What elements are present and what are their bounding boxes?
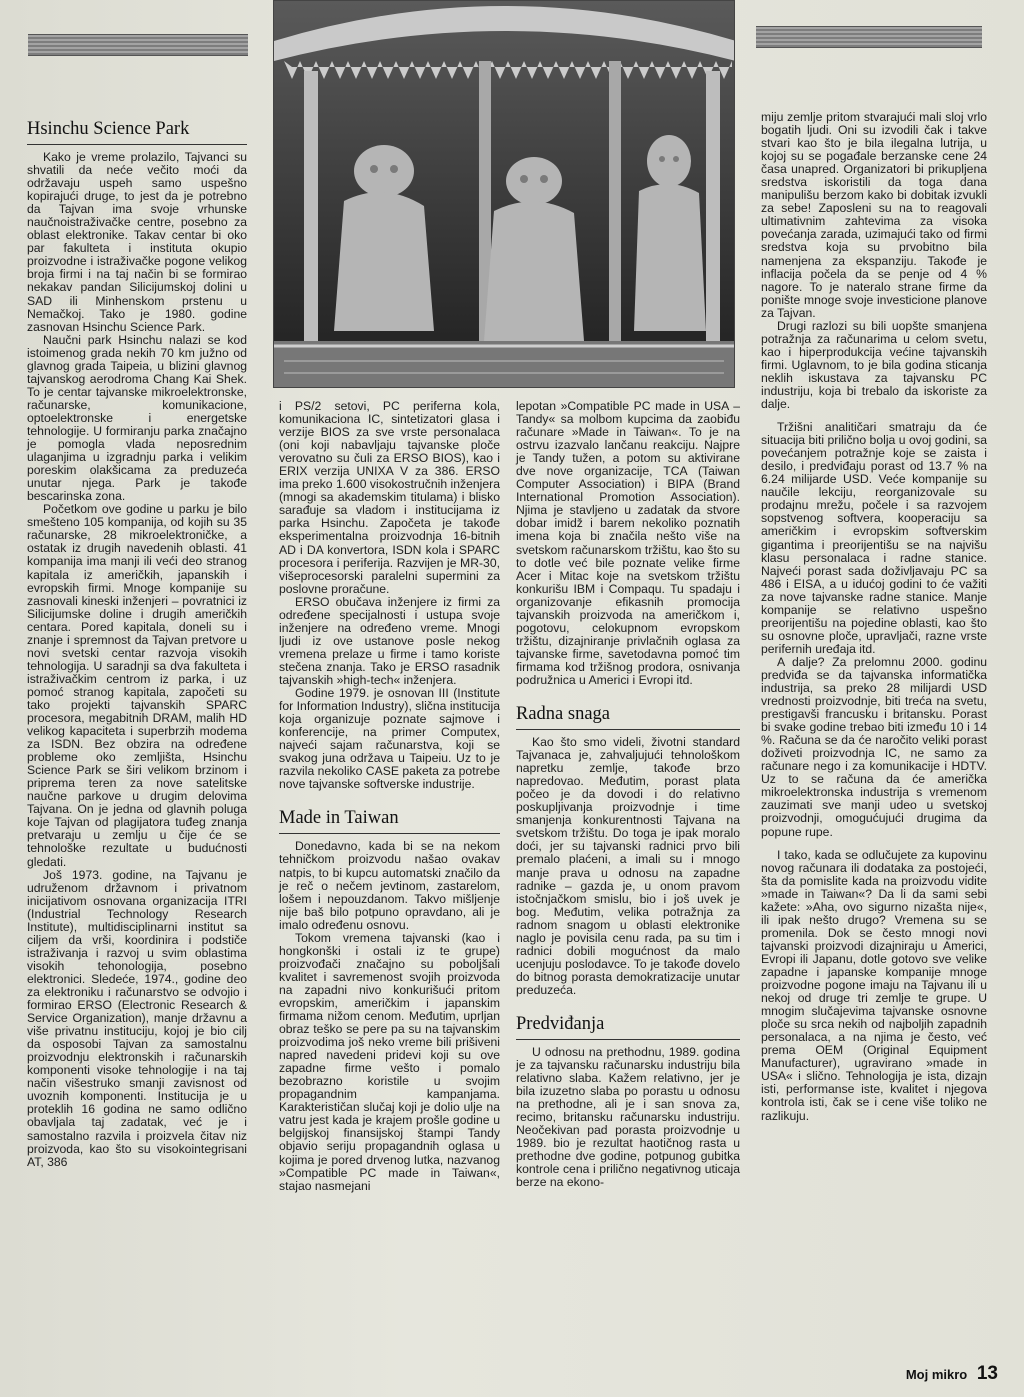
paragraph: I tako, kada se odlučujete za kupovinu novog računara ili dodataka za postojeći, šta da pomislite kada na proizvodu vidite »made in Taiwan«? Da li da sami sebi kažete: »Aha, ovo sigurno nizašta nije«, ili ipak nešto drugo? Vremena su se promenila. Dok se često mnogi novi tajvanski proizvodi dizajniraju u Americi, Evropi ili Japanu, dotle gotovo sve velike zapadne i japanske kompanije mnoge proizvodne pogone imaju na Tajvanu ili u nekoj od druge tri zemlje te grupe. U mnogim slučajevima tajvanske osnovne ploče su srca nekih od najboljih zapadnih personalaca, a na njima je često, već prema OEM (Original Equipment Manufacturer), ugravirano »made in USA« i slično. Tehnologija je ista, dizajn isti, performanse iste, kvalitet i njegova kontrola isti, čak se i cene više toliko ne razlikuju. [761,847,987,1123]
paragraph: Kao što smo videli, životni standard Tajvanaca je, zahvaljujući tehnološkom napretku zemlje, takođe brzo napredovao. Međutim, porast plata počeo je da dovodi i do relativno poskupljivanja proizvodnje i time smanjenja konkurentnosti Tajvana na svetskom tržištu. Do toga je ipak moralo doći, jer su tajvanski radnici prvo bili premalo plaćeni, a imali su i mnogo manje prava u odnosu na zapadne radnike – gazda je, u onom pravom istočnjačkom smislu, bio i još uvek je bog. Međutim, velika potražnja za radnom snagom u oblasti elektronike naglo je povisila cenu rada, pa su tim i radnici dobili mogućnost da malo ucenjuju poslodavce. To je takođe dovelo do bitnog porasta demokratizacije unutar preduzeća. [516,735,740,997]
column-1 [27,118,247,1169]
paragraph: Donedavno, kada bi se na nekom tehničkom proizvodu našao ovakav natpis, to bi kupcu automatski značilo da je reč o nečem jevtinom, zastarelom, lošem i nepouzdanom. Takvo mišljenje nije baš bilo potpuno opravdano, ali je imalo određenu osnovu. [279,839,500,932]
column-4 [761,111,987,1123]
paragraph: ERSO obučava inženjere iz firmi za određene specijalnosti i ustupa svoje inženjere na određeno vreme. Mnogi ljudi iz ove ustanove posle nekog vremena prelaze u firme i tamo koriste stečena znanja. Tako je ERSO rasadnik tajvanskih »high-tech« inženjera. [279,594,500,687]
column-2 [279,400,500,1193]
temple-figures-illustration [274,1,735,388]
paragraph: Naučni park Hsinchu nalazi se kod istoimenog grada nekih 70 km južno od glavnog grada Taipeia, u blizini glavnog tajvanskog aerodroma Chang Kai Shek. To je centar tajvanske mikroelektronske, računarske, komunikacione, optoelektronske i energetske tehnologije. U formiranju parka značajno je pomogla vlada neposrednim ulaganjima u izgradnju parka i velikim poreskim olakšicama za preduzeća unutar njega. Park je takođe bescarinska zona. [27,332,247,504]
page-number: 13 [976,1363,998,1384]
paragraph: Još 1973. godine, na Tajvanu je udruženom državnom i privatnom inicijativom osnovana organizacija ITRI (Industrial Technology Research Institute), multidisciplinarni institut sa ciljem da vrši, koordinira i podstiče istraživanja i razvoj u svim oblastima visokih tehonologija, posebno elektronici. Sledeće, 1974., godine deo za elektroniku i računarstvo se odvojio i formirao ERSO (Electronic Research & Service Organization), manje državnu a više privatnu instituciju, kojoj je bio cilj da osposobi Tajvan za samostalnu proizvodnju elektronskih i računarskih komponenti visoke tehnologije i na taj način višestruko smanji zavisnost od uvoznih komponenti. Institucija je u proteklih 16 godina ne samo odlično obavljala taj zadatak, već je i samostalno razvila i proizvela čitav niz proizvoda, kao što su visokointegrisani AT, 386 [27,867,247,1169]
page-footer [906,1363,998,1385]
paragraph: Tokom vremena tajvanski (kao i hongkonški i ostali iz te grupe) proizvođači značajno su poboljšali kvalitet i savremenost svojih proizvoda na zapadni nivo konkurišući pritom evropskim, američkim i japanskim firmama nižom cenom. Međutim, uprljan obraz teško se pere pa su na tajvanskim proizvodima još neko vreme bili prišiveni napred navedeni pridevi koji su ove zapadne firme vešto i pomalo bezobrazno koristile u svojim propagandnim kampanjama. Karakterističan slučaj koji je dolio ulje na vatru jest kada je krajem prošle godine u belgijskoj finansijskoj štampi Tandy objavio seriju propagandnih oglasa u kojima je pored drvenog lutka, nazvanog »Compatible PC made in Taiwan«, stajao nasmejani [279,930,500,1193]
paragraph: Tržišni analitičari smatraju da će situacija biti prilično bolja u ovoj godini, sa povećanjem potražnje koje se zaista i desilo, i predviđaju porast od 13.7 % na 6.24 milijarde USD. Veće kompanije su naučile lekciju, reorganizovale su prodajnu mrežu, počele i sa razvojem sopstvenog softvera, kooperaciju sa američkim i evropskim softverskim gigantima i preorijentišu se na najvišu klasu personalaca i radne stanice. Najveći porast sada doživljavaju PC sa 486 i EISA, a u idućoj godini to će važiti za nove tajvanske radne stanice. Manje kompanije se relativno uspešno preorijentišu na pojedine oblasti, kao što su osnovne ploče, upravljači, razne vrste perifernih uređaja itd. [761,420,987,656]
magazine-name: Moj mikro [905,1367,968,1382]
paragraph: i PS/2 setovi, PC periferna kola, komunikaciona IC, sintetizatori glasa i verzije BIOS za sve vrste personalaca (oni koji nabavljaju tajvanske ploče verovatno su čuli za ERSO BIOS), kao i ERIX verzija UNIXA V za 386. ERSO ima preko 1.600 visokostručnih inženjera (mnogi sa akademskim titulama) i blisko sarađuje sa vladom i institucijama iz parka Hsinchu. Započeta je takođe eksperimentalna proizvodnja 16-bitnih AD i DA konvertora, ISDN kola i SPARC procesora i periferija. Razvijen je MR-30, višeprocesorski paralelni supermini za poslovne proračune. [279,399,500,596]
heading-hsinchu-science-park: Hsinchu Science Park [27,118,247,145]
decorative-bar-left [28,34,248,56]
decorative-bar-right [756,26,982,48]
heading-made-in-taiwan: Made in Taiwan [279,807,500,834]
paragraph: miju zemlje pritom stvarajući mali sloj vrlo bogatih ljudi. Oni su izvodili čak i takve stvari kao što je bila ilegalna lutrija, u kojoj su se pogađale berzanske cene 24 časa unapred. Organizatori bi prikupljena sredstva iskoristili da toga dana manipulišu berzom kako bi dobitak izvukli za sebe! Zaposleni su na to reagovali ultimativnim zahtevima za visoka povećanja zarada, uzimajući tako od firmi sredstva koja su prvobitno bila namenjena za ekspanziju. Takođe je inflacija počela da se penje od 4 % nagore. To je nateralo strane firme da ponište mnoge svoje investicione planove za Tajvan. [761,110,987,320]
paragraph: U odnosu na prethodnu, 1989. godina je za tajvansku računarsku industriju bila relativno slaba. Kažem relativno, jer je bila izuzetno slaba po porastu u odnosu na prethodne, ali je i san snova za, recimo, britansku računarsku industriju. Neočekivan pad porasta proizvodnje u 1989. bio je rezultat haotičnog rasta u prethodne dve godine, potpunog gubitka kontrole cena i prilično negativnog uticaja berze na ekono- [516,1044,740,1190]
heading-predvidjanja: Predviđanja [516,1013,740,1040]
paragraph: Početkom ove godine u parku je bilo smešteno 105 kompanija, od kojih su 35 računarske, 28 mikroelektroničke, a ostatak iz drugih navedenih oblasti. 41 kompanija ima manji ili veći deo stranog kapitala iz američkih, japanskih i evropskih firmi. Mnoge kompanije su zasnovali kineski inženjeri – povratnici iz Silicijumske doline i drugih američkih centara. Pored kapitala, doneli su i znanje i spremnost da Tajvan pretvore u novi svetski centar razvoja visokih tehnologija. U saradnji sa dva fakulteta i istraživačkim centrom iz parka, i uz pomoć stranog kapitala, započeti su tako projekti tajvanskih SPARC procesora, megabitnih DRAM, malih HD velikog kapaciteta i superbrzih modema za ISDN. Bez obzira na određene probleme oko zemljišta, Hsinchu Science Park se širi velikom brzinom i priprema teren za nove satelitske naučne parkove u drugim delovima Tajvana. On je jedna od glavnih poluga koje Tajvan od plagijatora tuđeg znanja pretvaraju u zemlju u čije će se tehnološke rezultate u budućnosti gledati. [27,502,247,869]
paragraph: Drugi razlozi su bili uopšte smanjena potražnja za računarima u celom svetu, kao i hiperprodukcija većine tajvanskih firmi. Uglavnom, to je bila godina sticanja neklih iskustava za tajvansku PC industriju, koja bi trebalo da iskoriste za dalje. [761,318,987,412]
column-3 [516,400,740,1189]
paragraph: Godine 1979. je osnovan III (Institute for Information Industry), slična institucija koja organizuje poznate sajmove i konferencije, na primer Computex, najveći sajam računarstva, koji se svakog juna održava u Taipeiu. Uz to je razvila nekoliko CASE paketa za potrebe nove tajvanske softverske industrije. [279,686,500,792]
paragraph: A dalje? Za prelomnu 2000. godinu predviđa se da tajvanska informatička industrija, sa preko 28 milijardi USD vrednosti proizvodnje, biti treća na svetu, prestigavši francusku i britansku. Porast bi svake godine trebao biti između 10 i 14 %. Računa se da će naročito veliki porast doživeti proizvodnja IC, ne samo za računare nego i za komunikacije i HDTV. Uz to se računa da će američka mikroelektronska industrija s vremenom zauzimati sve manji udeo u svetskoj proizvodnji, omogućujući drugima da popune rupe. [761,654,987,839]
heading-radna-snaga: Radna snaga [516,703,740,730]
paragraph: lepotan »Compatible PC made in USA – Tandy« sa molbom kupcima da zaobiđu računare »Made in Taiwan«. To je na ostrvu izazvalo lančanu reakciju. Najpre je Tandy tužen, a potom su aktivirane dve nove organizacije, TCA (Taiwan Computer Association) i BIPA (Brand International Promotion Association). Njima je stavljeno u zadatak da stvore dobar imidž i barem nekoliko poznatih imena koja bi značila nešto više na svetskom računarskom tržištu, kao što su to dotle već bile poznate velike firme Acer i Mitac koje na svetskom tržištu konkurišu IBM i Compaqu. Tu spadaju i organizovanje efikasnih promocija tajvanskih proizvoda na američkom i, pogotovu, celokupnom evropskom tržištu, dizajniranje privlačnih oglasa za tajvanske firme, savetodavna pomoć tim firmama kod tržišnog prodora, osnivanja podružnica u Americi i Evropi itd. [516,399,740,687]
temple-figures-photo [273,0,735,388]
paragraph: Kako je vreme prolazilo, Tajvanci su shvatili da neće večito moći da održavaju uspeh samo uspešno kopirajući druge, to jest da je potrebno da Tajvan ima svoje vrhunske naučnoistraživačke centre, posebno za oblast elektronike. Takav centar bi oko par fakulteta i instituta okupio proizvodne i istraživačke pogone velikog broja firmi i na taj način bi se formirao nekakav pandan Silicijumskoj dolini u SAD ili Minhenskom prstenu u Nemačkoj. Tako je 1980. godine zasnovan Hsinchu Science Park. [27,150,247,334]
